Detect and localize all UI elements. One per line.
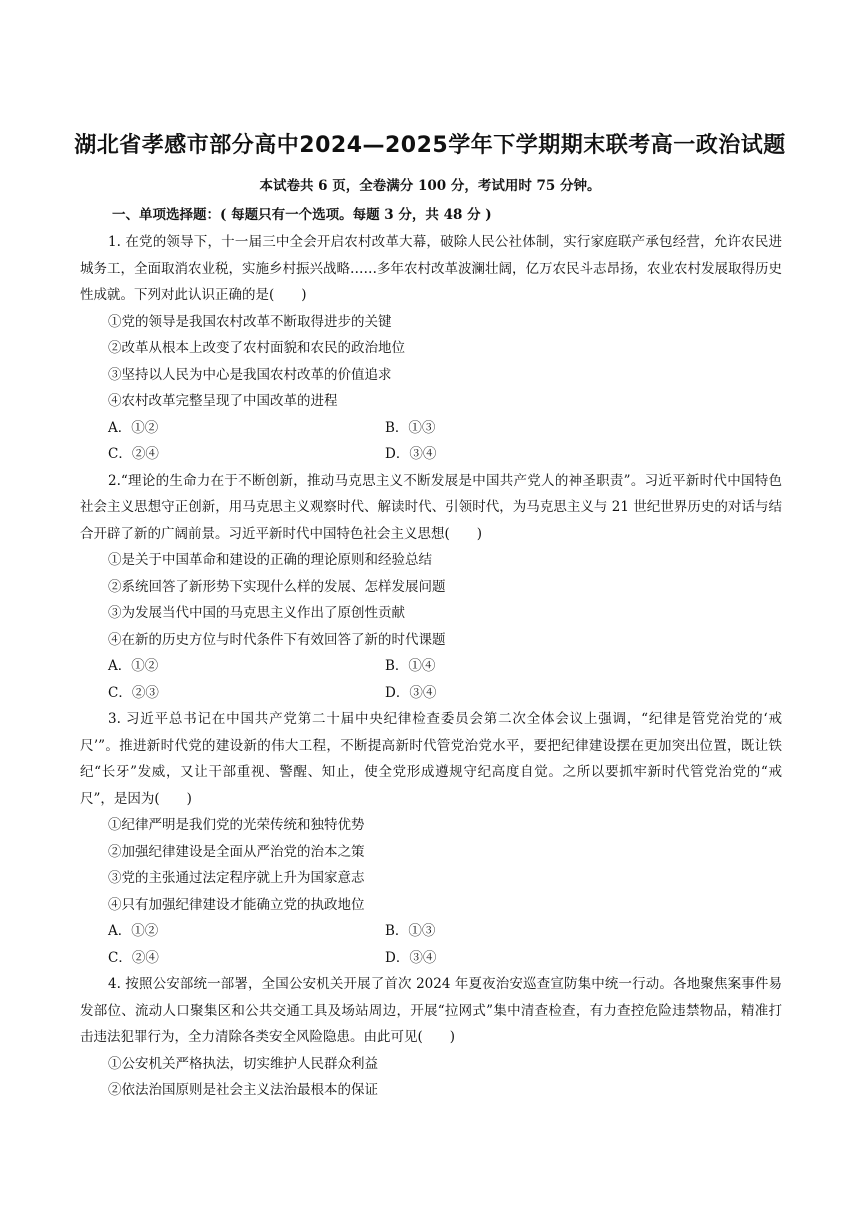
statement-option: ①党的领导是我国农村改革不断取得进步的关键: [108, 313, 392, 330]
questions-list: [80, 229, 782, 1104]
choice-b: B．①③: [385, 419, 436, 436]
question-1: [80, 229, 782, 468]
statement-option: ④在新的历史方位与时代条件下有效回答了新的时代课题: [108, 631, 446, 648]
statement-option: ④农村改革完整呈现了中国改革的进程: [108, 393, 338, 409]
choice-c: C．②④: [108, 446, 159, 462]
question-stem: 2.“理论的生命力在于不断创新，推动马克思主义不断发展是中国共产党人的神圣职责”。习近平新时代中国特色社会主义思想守正创新，用马克思主义观察时代、解读时代、引领时代，为马克思主义与 21 世纪世界历史的对话与结合开辟了新的广阔前景。习近平新时代中国特色社会主义思想( ): [80, 472, 782, 542]
statement-option: ②依法治国原则是社会主义法治最根本的保证: [108, 1082, 378, 1098]
statement-option: ①纪律严明是我们党的光荣传统和独特优势: [108, 817, 365, 833]
statement-option: ①是关于中国革命和建设的正确的理论原则和经验总结: [108, 552, 432, 568]
choice-a: A．①②: [108, 419, 159, 436]
question-4: [80, 971, 782, 1104]
statement-option: ③坚持以人民为中心是我国农村改革的价值追求: [108, 366, 392, 383]
choice-d: D．③④: [385, 446, 437, 462]
exam-title: 湖北省孝感市部分高中2024—2025学年下学期期末联考高一政治试题: [74, 133, 786, 158]
choice-a: A．①②: [108, 658, 159, 674]
question-stem: 3. 习近平总书记在中国共产党第二十届中央纪律检查委员会第二次全体会议上强调，“纪律是管党治党的‘戒尺’”。推进新时代党的建设新的伟大工程，不断提高新时代管党治党水平，要把纪律建设摆在更加突出位置，既让铁纪“长牙”发威，又让干部重视、警醒、知止，使全党形成遵规守纪高度自觉。之所以要抓牢新时代管党治党的“戒尺”，是因为( ): [80, 711, 782, 807]
statement-option: ④只有加强纪律建设才能确立党的执政地位: [108, 896, 365, 913]
answer-choices: [80, 918, 782, 971]
statement-option: ③党的主张通过法定程序就上升为国家意志: [108, 870, 365, 886]
statement-option: ①公安机关严格执法，切实维护人民群众利益: [108, 1055, 378, 1072]
answer-choices: [80, 653, 782, 706]
choice-d: D．③④: [385, 949, 437, 966]
statement-option: ③为发展当代中国的马克思主义作出了原创性贡献: [108, 605, 405, 621]
exam-subtitle: 本试卷共 6 页，全卷满分 100 分，考试用时 75 分钟。: [259, 178, 601, 194]
statement-option: ②系统回答了新形势下实现什么样的发展、怎样发展问题: [108, 578, 446, 595]
question-stem: 4. 按照公安部统一部署，全国公安机关开展了首次 2024 年夏夜治安巡查宣防集中统一行动。各地聚焦案事件易发部位、流动人口聚集区和公共交通工具及场站周边，开展“拉网式”集中清查检查，有力查控危险违禁物品，精准打击违法犯罪行为，全力清除各类安全风险隐患。由此可见( ): [80, 976, 782, 1045]
statement-option: ②加强纪律建设是全面从严治党的治本之策: [108, 843, 365, 860]
statement-option: ②改革从根本上改变了农村面貌和农民的政治地位: [108, 340, 405, 356]
choice-b: B．①③: [385, 923, 436, 939]
choice-c: C．②④: [108, 949, 159, 966]
answer-choices: [80, 415, 782, 468]
choice-b: B．①④: [385, 658, 436, 674]
choice-c: C．②③: [108, 684, 159, 701]
question-stem: 1. 在党的领导下，十一届三中全会开启农村改革大幕，破除人民公社体制，实行家庭联产承包经营，允许农民进城务工，全面取消农业税，实施乡村振兴战略……多年农村改革波澜壮阔，亿万农民斗志昂扬，农业农村发展取得历史性成就。下列对此认识正确的是( ): [80, 234, 782, 303]
section-heading: 一、单项选择题：( 每题只有一个选项。每题 3 分，共 48 分 ): [112, 207, 492, 223]
choice-a: A．①②: [108, 923, 159, 939]
choice-d: D．③④: [385, 684, 437, 701]
question-2: [80, 468, 782, 707]
question-3: [80, 706, 782, 971]
